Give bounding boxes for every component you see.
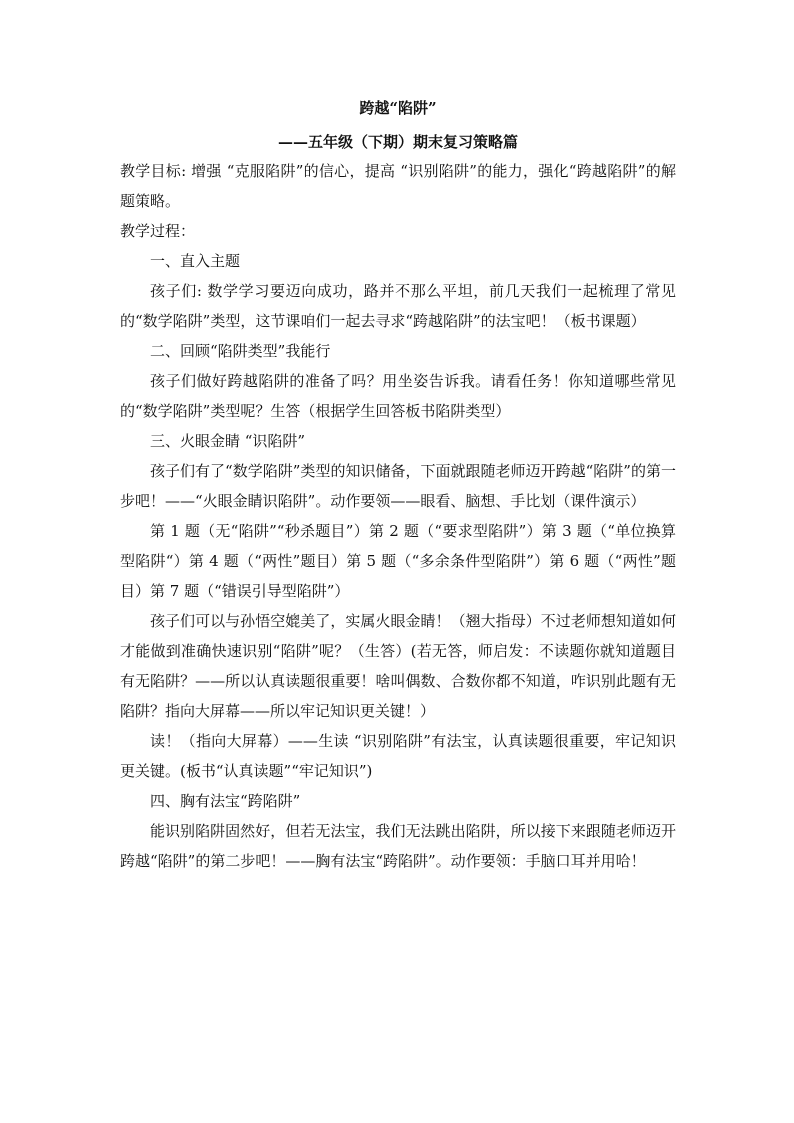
paragraph: 教学过程： [120,222,196,240]
paragraph: 三、火眼金睛 “识陷阱” [150,432,306,450]
paragraph: 第 1 题（无“陷阱”“秒杀题目”）第 2 题（“要求型陷阱”）第 3 题（“单位换算型陷阱“）第 4 题（“两性”题目）第 5 题（“多余条件型陷阱”）第 6 题（“两性”题目）第 7 题（“错误引导型陷阱”） [120,522,676,600]
paragraph: 二、回顾“陷阱类型”我能行 [150,342,331,360]
paragraph: 一、直入主题 [150,252,241,270]
document-page [120,98,676,876]
document-title: 跨越“陷阱” [359,99,437,117]
paragraph: 孩子们可以与孙悟空媲美了，实属火眼金睛！（翘大指母）不过老师想知道如何才能做到准确快速识别“陷阱”呢？（生答）(若无答，师启发：不读题你就知道题目有无陷阱？——所以认真读题很重要！啥叫偶数、合数你都不知道，咋识别此题有无陷阱？指向大屏幕——所以牢记知识更关键！） [120,612,676,720]
paragraph: 孩子们有了“数学陷阱”类型的知识储备，下面就跟随老师迈开跨越“陷阱”的第一步吧！——“火眼金睛识陷阱”。动作要领——眼看、脑想、手比划（课件演示） [120,462,676,510]
paragraph: 孩子们: 数学学习要迈向成功，路并不那么平坦，前几天我们一起梳理了常见的“数学陷阱”类型，这节课咱们一起去寻求“跨越陷阱”的法宝吧！（板书课题） [120,282,676,330]
paragraph: 四、胸有法宝“跨陷阱” [150,792,301,810]
paragraph: 读！（指向大屏幕）——生读 “识别陷阱”有法宝，认真读题很重要，牢记知识更关键。(板书“认真读题”“牢记知识”) [120,732,676,780]
document-body [120,156,676,876]
paragraph: 教学目标: 增强 “克服陷阱”的信心，提高 “识别陷阱”的能力，强化“跨越陷阱”的解题策略。 [120,162,676,210]
paragraph: 孩子们做好跨越陷阱的准备了吗？用坐姿告诉我。请看任务！你知道哪些常见的“数学陷阱”类型呢？生答（根据学生回答板书陷阱类型） [120,372,676,420]
paragraph: 能识别陷阱固然好，但若无法宝，我们无法跳出陷阱，所以接下来跟随老师迈开跨越“陷阱”的第二步吧！——胸有法宝“跨陷阱”。动作要领：手脑口耳并用哈！ [120,822,676,870]
document-subtitle: ——五年级（下期）期末复习策略篇 [277,133,518,151]
